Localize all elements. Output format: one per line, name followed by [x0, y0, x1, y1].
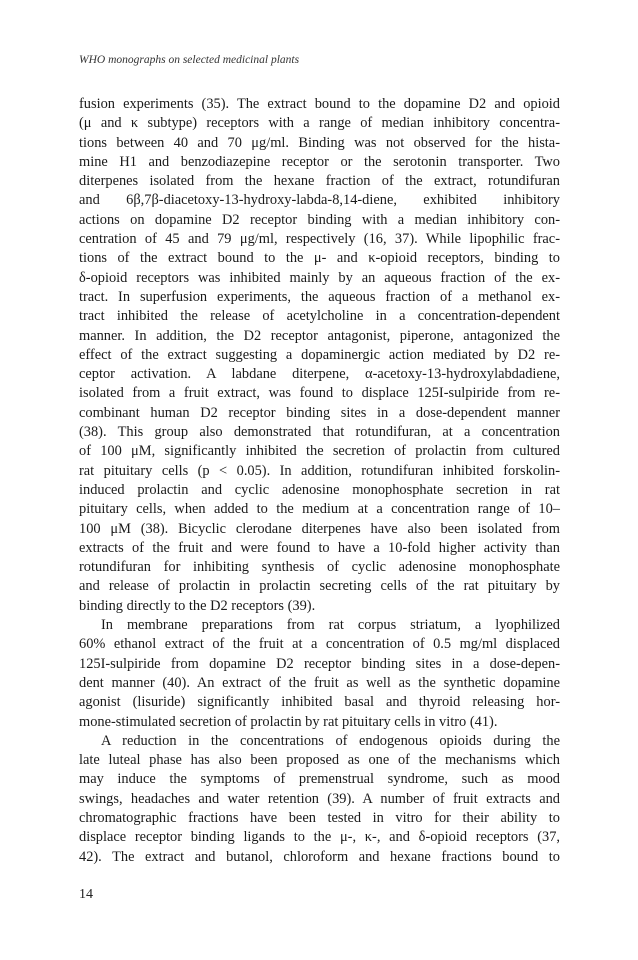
text-line: tract inhibited the release of acetylcholine in a concentration-dependent — [79, 308, 560, 325]
text-line: fusion experiments (35). The extract bound to the dopamine D2 and opioid — [79, 96, 560, 112]
text-line: chromatographic fractions have been tested in vitro for their ability to — [79, 809, 560, 826]
text-line: of 100 μM, significantly inhibited the secretion of prolactin from cultured — [79, 443, 560, 460]
text-line: A reduction in the concentrations of endogenous opioids during the — [101, 732, 560, 749]
text-line: manner. In addition, the D2 receptor antagonist, piperone, antagonized the — [79, 327, 560, 344]
text-line: induced prolactin and cyclic adenosine monophosphate secretion in rat — [79, 481, 560, 498]
text-line: agonist (lisuride) significantly inhibited basal and thyroid releasing hor- — [79, 694, 560, 711]
text-line: swings, headaches and water retention (39). A number of fruit extracts and — [79, 790, 560, 807]
text-line: and 6β,7β-diacetoxy-13-hydroxy-labda-8,14-diene, exhibited inhibitory — [79, 192, 560, 209]
text-line: (μ and κ subtype) receptors with a range of median inhibitory concentra- — [79, 115, 560, 132]
body-text — [79, 95, 560, 867]
text-line: In membrane preparations from rat corpus striatum, a lyophilized — [101, 617, 560, 634]
text-line: mine H1 and benzodiazepine receptor or the serotonin transporter. Two — [79, 153, 560, 170]
text-line: tions between 40 and 70 μg/ml. Binding was not observed for the hista- — [79, 134, 560, 151]
text-line: centration of 45 and 79 μg/ml, respectively (16, 37). While lipophilic frac- — [79, 231, 560, 248]
text-line: isolated from a fruit extract, was found to displace 125I-sulpiride from re- — [79, 385, 560, 402]
text-line: combinant human D2 receptor binding sites in a dose-dependent manner — [79, 404, 560, 421]
text-line: 100 μM (38). Bicyclic clerodane diterpenes have also been isolated from — [79, 520, 560, 537]
text-line: ceptor activation. A labdane diterpene, α-acetoxy-13-hydroxylabdadiene, — [79, 366, 560, 383]
text-line: actions on dopamine D2 receptor binding with a median inhibitory con- — [79, 211, 560, 228]
page-number: 14 — [79, 887, 93, 902]
text-line: may induce the symptoms of premenstrual syndrome, such as mood — [79, 771, 560, 788]
text-line: extracts of the fruit and were found to have a 10-fold higher activity than — [79, 539, 560, 556]
text-line: (38). This group also demonstrated that rotundifuran, at a concentration — [79, 424, 560, 441]
text-line: late luteal phase has also been proposed as one of the mechanisms which — [79, 752, 560, 769]
text-line: pituitary cells, when added to the medium at a concentration range of 10– — [79, 501, 560, 518]
text-line: binding directly to the D2 receptors (39). — [79, 597, 316, 614]
text-line: rotundifuran for inhibiting synthesis of cyclic adenosine monophosphate — [79, 559, 560, 576]
text-line: δ-opioid receptors was inhibited mainly by an aqueous fraction of the ex- — [79, 269, 560, 286]
text-line: 60% ethanol extract of the fruit at a concentration of 0.5 mg/ml displaced — [79, 636, 560, 653]
text-line: displace receptor binding ligands to the μ-, κ-, and δ-opioid receptors (37, — [79, 829, 560, 846]
running-header: WHO monographs on selected medicinal plants — [79, 54, 300, 66]
text-line: rat pituitary cells (p < 0.05). In addition, rotundifuran inhibited forskolin- — [79, 462, 560, 479]
text-line: dent manner (40). An extract of the fruit as well as the synthetic dopamine — [79, 674, 560, 691]
text-line: diterpenes isolated from the hexane fraction of the extract, rotundifuran — [79, 173, 560, 190]
text-line: mone-stimulated secretion of prolactin by rat pituitary cells in vitro (41). — [79, 713, 498, 730]
text-line: 125I-sulpiride from dopamine D2 receptor binding sites in a dose-depen- — [79, 655, 560, 672]
text-line: tract. In superfusion experiments, the aqueous fraction of a methanol ex- — [79, 288, 560, 305]
text-line: effect of the extract suggesting a dopaminergic action mediated by D2 re- — [79, 346, 560, 363]
text-line: 42). The extract and butanol, chloroform and hexane fractions bound to — [79, 848, 560, 865]
text-line: tions of the extract bound to the μ- and κ-opioid receptors, binding to — [79, 250, 560, 267]
text-line: and release of prolactin in prolactin secreting cells of the rat pituitary by — [79, 578, 560, 595]
